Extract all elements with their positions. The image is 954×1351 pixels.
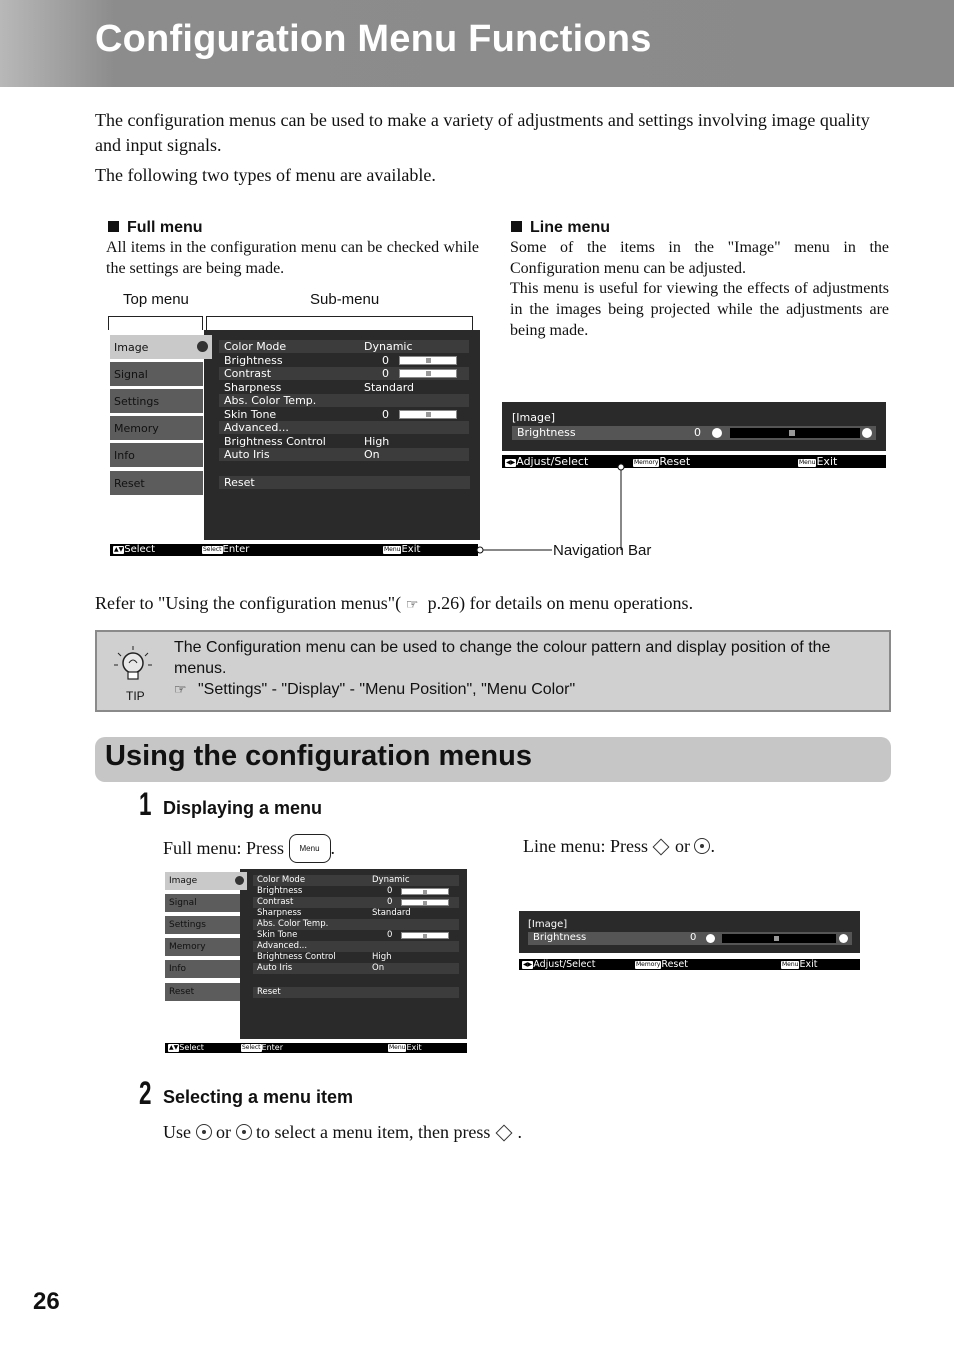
navigation-bar-label: Navigation Bar xyxy=(553,542,652,559)
intro-paragraph: The configuration menus can be used to make a variety of adjustments and settings involving image quality and input signals. xyxy=(95,110,870,155)
sub-menu-label: Sub-menu xyxy=(310,291,380,308)
small-line-navigation-bar: ◀▶Adjust/Select MemoryReset MenuExit xyxy=(519,959,860,970)
top-menu-item-reset[interactable]: Reset xyxy=(110,471,203,495)
sub-menu-bracket xyxy=(206,316,473,330)
step-1-title: Displaying a menu xyxy=(163,798,323,818)
full-menu-text: All items in the configuration menu can be checked while the settings are being made. xyxy=(106,239,479,277)
small-top-item-info[interactable]: Info xyxy=(165,960,240,978)
line-navigation-bar: ◀▶Adjust/Select MemoryReset MenuExit xyxy=(502,455,886,468)
small-navigation-bar: ▲▼Select SelectEnter MenuExit xyxy=(165,1043,467,1053)
small-top-item-memory[interactable]: Memory xyxy=(165,938,240,956)
line-menu-osd-small xyxy=(519,911,860,970)
tip-label: TIP xyxy=(126,689,145,703)
up-key-icon xyxy=(196,1124,212,1140)
line-menu-heading: Line menu xyxy=(511,219,610,237)
small-sub-row[interactable]: Sharpness Standard xyxy=(257,908,411,918)
small-sub-row[interactable]: Color Mode Dynamic xyxy=(253,875,459,886)
line-menu-row[interactable]: Brightness 0 xyxy=(512,426,876,440)
small-top-item-settings[interactable]: Settings xyxy=(165,916,240,934)
enter-icon xyxy=(197,341,208,352)
line-menu-text-2: This menu is useful for viewing the effects of adjustments in the images being projected while the adjustments are being made. xyxy=(510,280,889,339)
section-title: Using the configuration menus xyxy=(105,740,532,772)
small-sub-row-reset[interactable]: Reset xyxy=(253,987,459,998)
top-menu-label: Top menu xyxy=(123,291,189,308)
menu-key-icon: Menu xyxy=(289,834,331,863)
right-arrow-icon[interactable] xyxy=(862,428,872,438)
small-sub-row[interactable]: Brightness Control High xyxy=(257,952,392,962)
step-1-number: 1 xyxy=(139,786,152,822)
line-menu-osd xyxy=(502,402,886,468)
sub-row-reset[interactable]: Reset xyxy=(219,476,470,489)
small-line-menu-row[interactable]: Brightness 0 xyxy=(528,932,852,945)
sub-row-skin-tone[interactable]: Skin Tone 0 xyxy=(219,408,469,421)
sub-menu-list xyxy=(219,340,469,463)
full-menu-osd-small xyxy=(164,869,467,1053)
tip-text: The Configuration menu can be used to change the colour pattern and display position of the menus. ☞ "Settings" - "Display" - "Menu Position", "Menu Color" xyxy=(174,639,831,698)
enter-icon xyxy=(235,876,244,885)
sub-row-advanced[interactable]: Advanced... xyxy=(219,421,469,434)
top-menu-bracket xyxy=(108,316,203,330)
intro-paragraph-2: The following two types of menu are available. xyxy=(95,165,436,185)
small-top-item-reset[interactable]: Reset xyxy=(165,983,240,1001)
left-arrow-icon[interactable] xyxy=(706,934,715,943)
right-arrow-icon[interactable] xyxy=(839,934,848,943)
top-menu-item-memory[interactable]: Memory xyxy=(110,416,203,440)
full-menu-heading: Full menu xyxy=(108,219,203,237)
sub-row-auto-iris[interactable]: Auto Iris On xyxy=(219,448,469,461)
small-sub-row[interactable]: Auto Iris On xyxy=(253,963,459,974)
small-top-item-image[interactable]: Image xyxy=(165,872,247,890)
pointing-hand-icon: ☞ xyxy=(174,681,187,697)
page-title: Configuration Menu Functions xyxy=(95,18,652,60)
pointing-hand-icon: ☞ xyxy=(405,598,419,613)
lightbulb-icon xyxy=(110,643,156,689)
down-key-icon xyxy=(236,1124,252,1140)
page-number: 26 xyxy=(33,1288,60,1315)
full-menu-osd xyxy=(108,330,480,558)
line-menu-text: Some of the items in the "Image" menu in the Configuration menu can be adjusted. xyxy=(510,239,889,277)
small-sub-row[interactable]: Brightness 0 xyxy=(253,886,459,897)
sub-row-color-mode[interactable]: Color Mode Dynamic xyxy=(219,340,469,353)
step-2-text: Use or to select a menu item, then press . xyxy=(163,1122,522,1142)
top-menu-item-settings[interactable]: Settings xyxy=(110,389,203,413)
small-sub-row[interactable]: Abs. Color Temp. xyxy=(253,919,459,930)
sub-row-abs-color-temp[interactable]: Abs. Color Temp. xyxy=(219,394,469,407)
sub-row-brightness-control[interactable]: Brightness Control High xyxy=(224,434,390,448)
refer-link[interactable]: p.26) for details on menu operations. xyxy=(423,593,694,613)
navigation-bar: ▲▼Select SelectEnter MenuExit xyxy=(110,544,478,556)
select-key-icon xyxy=(653,839,670,856)
small-sub-row[interactable]: Contrast 0 xyxy=(253,897,459,908)
refer-text: Refer to "Using the configuration menus"( ☞ p.26) for details on menu operations. xyxy=(95,591,693,618)
color-mode-key-icon xyxy=(694,838,710,854)
top-menu-item-info[interactable]: Info xyxy=(110,443,203,467)
small-line-menu-title: [Image] xyxy=(528,919,568,930)
small-sub-menu-list xyxy=(253,875,459,975)
line-menu-title: [Image] xyxy=(512,411,556,424)
small-top-item-signal[interactable]: Signal xyxy=(165,894,240,912)
sub-row-contrast[interactable]: Contrast 0 xyxy=(219,367,469,380)
select-key-icon xyxy=(495,1125,512,1142)
sub-row-brightness[interactable]: Brightness 0 xyxy=(219,354,469,367)
step-2-number: 2 xyxy=(139,1075,152,1111)
sub-row-sharpness[interactable]: Sharpness Standard xyxy=(224,380,415,394)
small-sub-row[interactable]: Advanced... xyxy=(253,941,459,952)
tip-reference[interactable]: "Settings" - "Display" - "Menu Position", "Menu Color" xyxy=(198,681,576,698)
full-menu-press-text: Full menu: Press Menu . xyxy=(163,834,335,863)
line-menu-press-text: Line menu: Press or . xyxy=(523,836,715,856)
left-arrow-icon[interactable] xyxy=(712,428,722,438)
step-2-title: Selecting a menu item xyxy=(163,1087,354,1107)
top-menu-item-signal[interactable]: Signal xyxy=(110,362,203,386)
top-menu-item-image[interactable]: Image xyxy=(110,335,212,359)
small-sub-row[interactable]: Skin Tone 0 xyxy=(253,930,459,941)
